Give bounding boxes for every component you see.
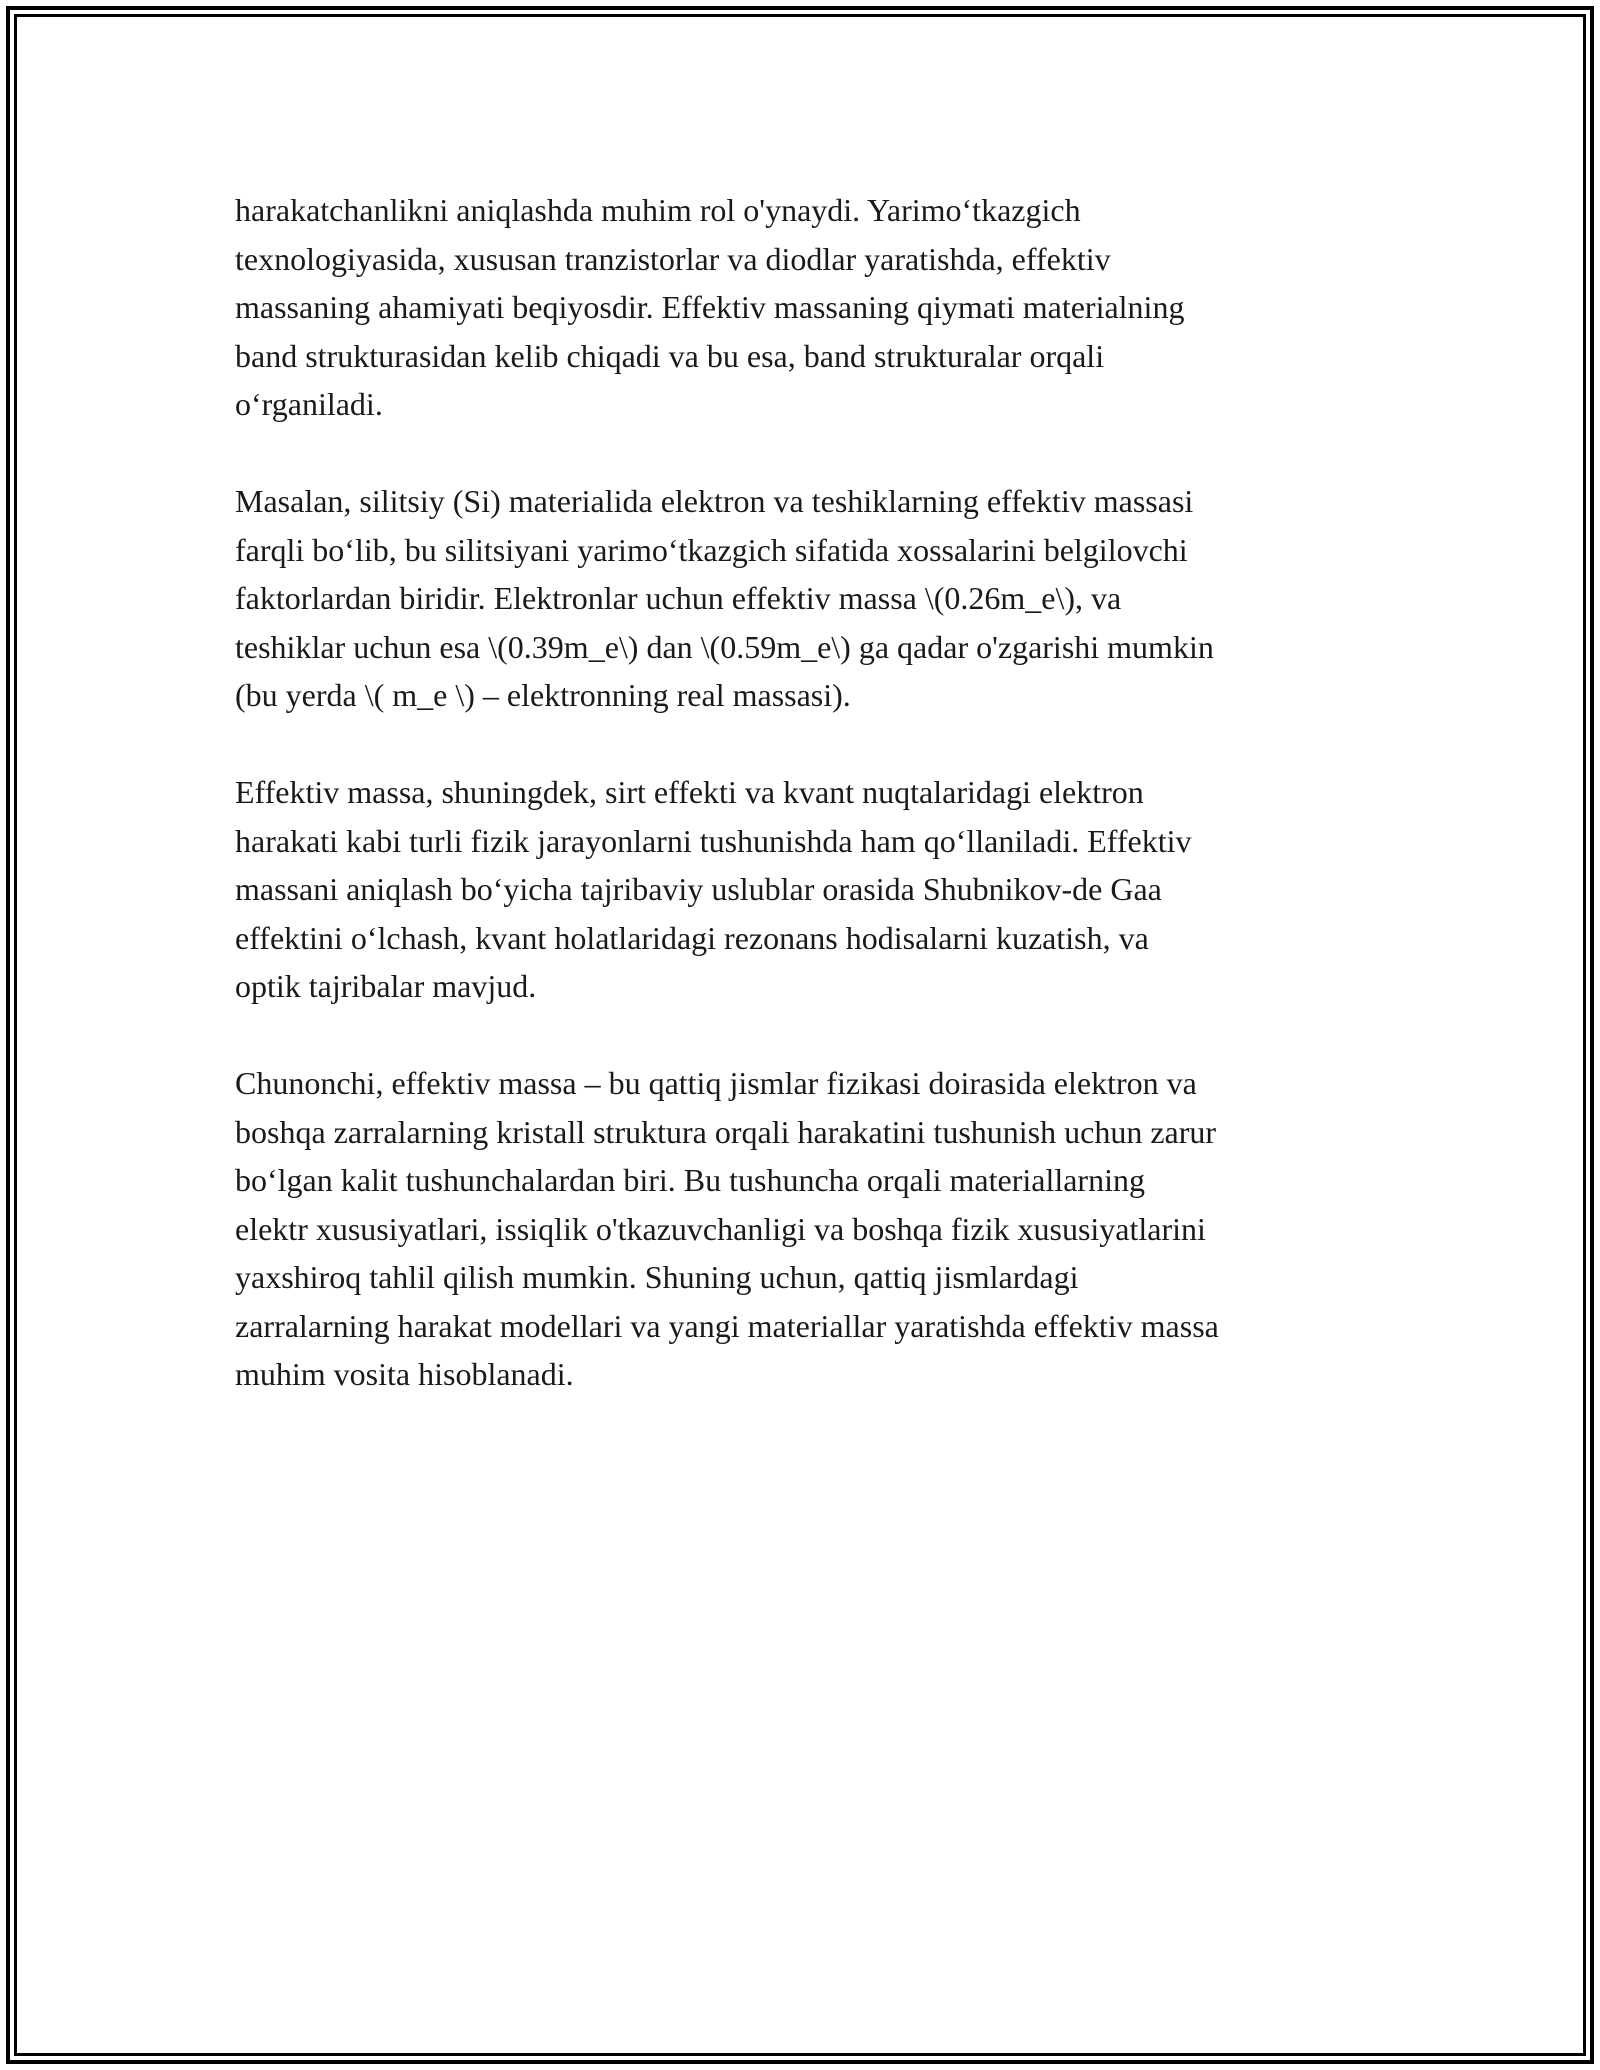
- text-line: muhim vosita hisoblanadi.: [235, 1356, 574, 1392]
- text-line: faktorlardan biridir. Elektronlar uchun effektiv massa \(0.26m_e\), va: [235, 580, 1122, 616]
- text-line: boshqa zarralarning kristall struktura orqali harakatini tushunish uchun zarur: [235, 1113, 1217, 1150]
- text-line: Masalan, silitsiy (Si) materialida elektron va teshiklarning effektiv massasi: [235, 483, 1194, 519]
- document-body: [235, 186, 1365, 1399]
- text-line: optik tajribalar mavjud.: [235, 968, 537, 1004]
- paragraph: [235, 768, 1365, 1011]
- text-line: teshiklar uchun esa \(0.39m_e\) dan \(0.59m_e\) ga qadar o'zgarishi mumkin: [235, 628, 1214, 665]
- text-line: band strukturasidan kelib chiqadi va bu esa, band strukturalar orqali: [235, 337, 1105, 374]
- text-line: farqli boʻlib, bu silitsiyani yarimoʻtkazgich sifatida xossalarini belgilovchi: [235, 531, 1188, 568]
- text-line: oʻrganiladi.: [235, 386, 383, 422]
- text-line: zarralarning harakat modellari va yangi materiallar yaratishda effektiv massa: [235, 1307, 1219, 1344]
- paragraph: [235, 1059, 1365, 1399]
- text-line: (bu yerda \( m_e \) – elektronning real massasi).: [235, 677, 851, 713]
- paragraph: [235, 186, 1365, 429]
- paragraph: [235, 477, 1365, 720]
- text-line: boʻlgan kalit tushunchalardan biri. Bu tushuncha orqali materiallarning: [235, 1162, 1145, 1198]
- text-line: massani aniqlash boʻyicha tajribaviy uslublar orasida Shubnikov-de Gaa: [235, 871, 1162, 907]
- text-line: harakati kabi turli fizik jarayonlarni tushunishda ham qoʻllaniladi. Effektiv: [235, 822, 1192, 859]
- text-line: Chunonchi, effektiv massa – bu qattiq jismlar fizikasi doirasida elektron va: [235, 1065, 1197, 1101]
- text-line: Effektiv massa, shuningdek, sirt effekti va kvant nuqtalaridagi elektron: [235, 774, 1144, 810]
- text-line: texnologiyasida, xususan tranzistorlar va diodlar yaratishda, effektiv: [235, 240, 1111, 277]
- text-line: yaxshiroq tahlil qilish mumkin. Shuning uchun, qattiq jismlardagi: [235, 1259, 1079, 1295]
- text-line: effektini oʻlchash, kvant holatlaridagi rezonans hodisalarni kuzatish, va: [235, 919, 1149, 956]
- text-line: massaning ahamiyati beqiyosdir. Effektiv massaning qiymati materialning: [235, 289, 1185, 325]
- text-line: harakatchanlikni aniqlashda muhim rol o'ynaydi. Yarimoʻtkazgich: [235, 192, 1081, 228]
- text-line: elektr xususiyatlari, issiqlik o'tkazuvchanligi va boshqa fizik xususiyatlarini: [235, 1210, 1206, 1247]
